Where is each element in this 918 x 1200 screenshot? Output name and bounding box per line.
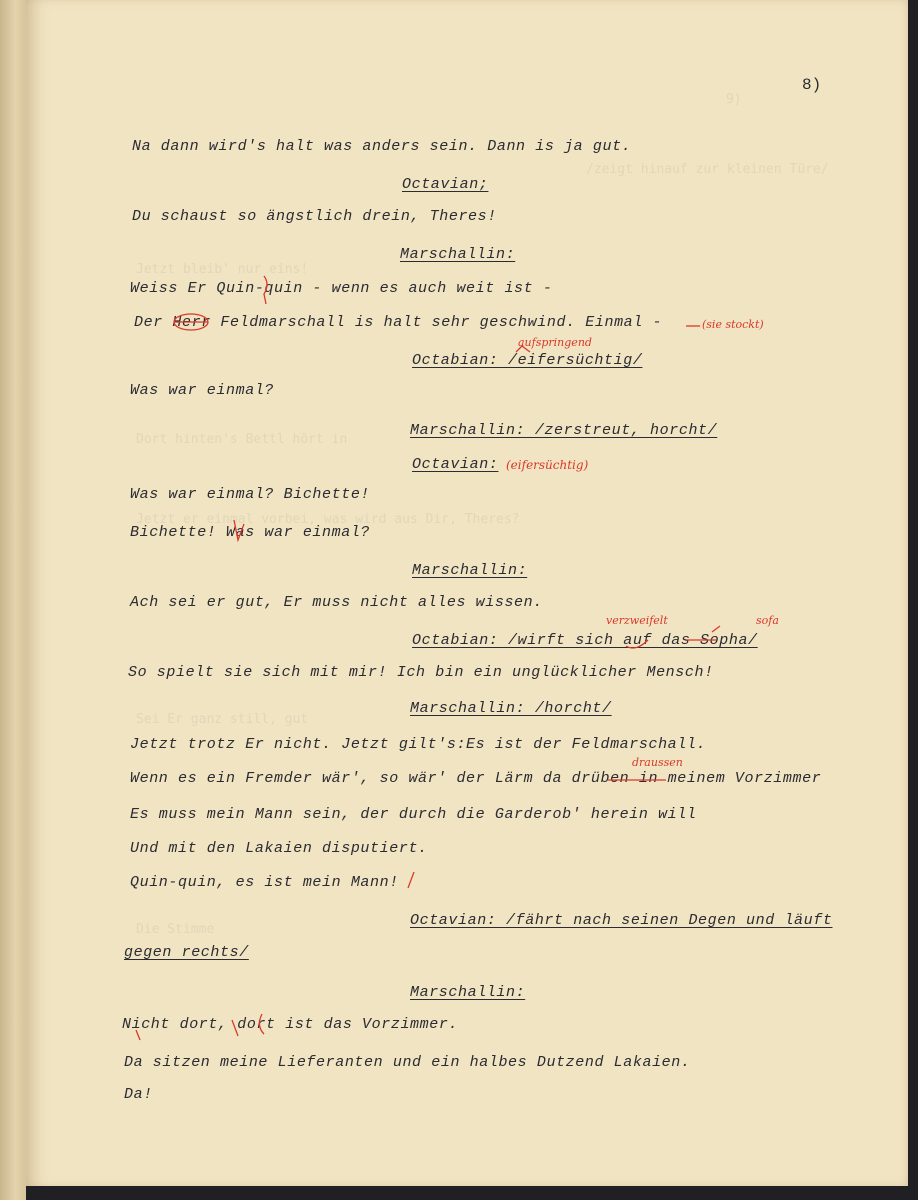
correction-stroke xyxy=(712,626,720,632)
correction-stroke xyxy=(232,1020,238,1036)
correction-stroke xyxy=(259,1014,264,1034)
handwritten-annotation: sofa xyxy=(756,614,779,627)
text-line: Was war einmal? xyxy=(130,382,275,399)
handwritten-annotation: (sie stockt) xyxy=(702,318,764,331)
text-line: Nicht dort, dort ist das Vorzimmer. xyxy=(122,1016,459,1033)
text-line: Und mit den Lakaien disputiert. xyxy=(130,840,428,857)
handwritten-annotation: aufspringend xyxy=(518,336,592,349)
insertion-caret xyxy=(516,346,530,352)
text-line: Weiss Er Quin-quin - wenn es auch weit ist - xyxy=(130,280,553,297)
correction-stroke xyxy=(408,872,414,888)
page-number: 8) xyxy=(802,76,822,94)
manuscript-page xyxy=(26,0,908,1186)
speaker-heading: Marschallin: /zerstreut, horcht/ xyxy=(410,422,718,439)
speaker-heading: Marschallin: xyxy=(412,562,528,579)
bleed-through: Dort hinten's Bettl hört in xyxy=(136,432,348,447)
bleed-through: Sei Er ganz still, gut xyxy=(136,712,309,727)
text-line: Da! xyxy=(124,1086,153,1103)
speaker-heading: Octavian; xyxy=(402,176,489,193)
speaker-heading: Octabian: /eifersüchtig/ xyxy=(412,352,643,369)
handwritten-annotation: (eifersüchtig) xyxy=(506,458,589,472)
text-line: Wenn es ein Fremder wär', so wär' der Lärm da drüben in meinem Vorzimmer xyxy=(130,770,822,787)
bleed-through: 9) xyxy=(726,92,742,107)
speaker-heading: Octavian: /fährt nach seinen Degen und läuft xyxy=(410,912,833,929)
bleed-through: /zeigt hinauf zur kleinen Türe/ xyxy=(586,162,829,177)
bleed-through: Die Stimme xyxy=(136,922,215,937)
correction-marks xyxy=(26,0,908,1186)
previous-page-edge xyxy=(0,0,26,1200)
text-line: Was war einmal? Bichette! xyxy=(130,486,371,503)
text-line: Bichette! Was war einmal? xyxy=(130,524,371,541)
insertion-caret xyxy=(626,640,648,648)
speaker-heading: Marschallin: /horcht/ xyxy=(410,700,612,717)
correction-stroke xyxy=(234,520,244,540)
text-line: Du schaust so ängstlich drein, Theres! xyxy=(132,208,497,225)
speaker-heading: Marschallin: xyxy=(410,984,526,1001)
stage-direction-continuation: gegen rechts/ xyxy=(124,944,249,961)
text-line: Es muss mein Mann sein, der durch die Garderob' herein will xyxy=(130,806,697,823)
correction-stroke xyxy=(264,276,267,304)
speaker-heading: Marschallin: xyxy=(400,246,516,263)
speaker-heading: Octavian: xyxy=(412,456,499,473)
text-line: Ach sei er gut, Er muss nicht alles wissen. xyxy=(130,594,543,611)
bleed-through: Jetzt er einmal vorbei, was wird aus Dir, Theres? xyxy=(136,512,520,527)
text-line: So spielt sie sich mit mir! Ich bin ein unglücklicher Mensch! xyxy=(128,664,714,681)
bleed-through: Jetzt bleib' nur eins! xyxy=(136,262,309,277)
correction-stroke xyxy=(136,1030,140,1040)
text-line: Da sitzen meine Lieferanten und ein halbes Dutzend Lakaien. xyxy=(124,1054,691,1071)
text-line: Jetzt trotz Er nicht. Jetzt gilt's:Es ist der Feldmarschall. xyxy=(130,736,707,753)
handwritten-annotation: verzweifelt xyxy=(606,614,668,627)
speaker-heading: Octabian: /wirft sich auf das Sopha/ xyxy=(412,632,758,649)
text-line: Der Herr Feldmarschall is halt sehr geschwind. Einmal - xyxy=(134,314,663,331)
handwritten-annotation: draussen xyxy=(632,756,683,769)
text-line: Na dann wird's halt was anders sein. Dann is ja gut. xyxy=(132,138,632,155)
text-line: Quin-quin, es ist mein Mann! xyxy=(130,874,399,891)
